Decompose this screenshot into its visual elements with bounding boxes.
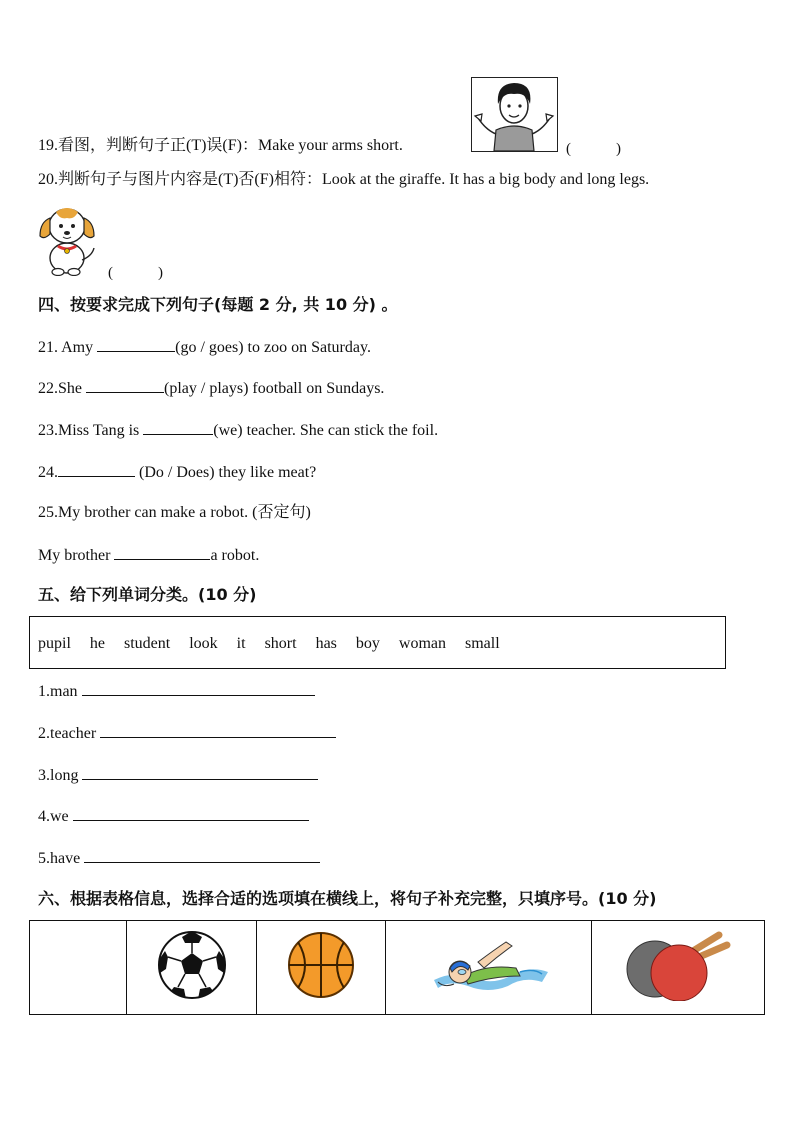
category-have: 5.have [38,848,320,869]
q19-answer-parentheses[interactable]: ( ) [566,141,621,157]
q24-blank[interactable] [58,462,135,477]
q25-blank[interactable] [114,545,210,560]
puppy-icon [34,200,100,276]
category-we: 4.we [38,806,309,827]
ping-pong-icon [623,929,733,1001]
word-small: small [465,635,500,652]
question-23: 23.Miss Tang is (we) teacher. She can stick the foil. [38,422,439,439]
swimmer-icon [424,932,554,998]
word-short: short [264,635,297,652]
basketball-icon [286,930,356,1000]
section-4-heading: 四、按要求完成下列句子(每题 2 分, 共 10 分) 。 [38,295,398,314]
soccer-ball-icon [156,929,228,1001]
q19-text: 19.看图，判断句子正(T)误(F)：Make your arms short. [38,137,403,154]
category-man-blank[interactable] [82,681,315,696]
word-has: has [315,635,337,652]
category-teacher: 2.teacher [38,723,336,744]
table-row [30,921,765,1015]
category-man: 1.man [38,681,315,702]
question-19 [38,136,403,156]
word-bank [38,634,515,654]
word-student: student [124,635,171,652]
q23-blank[interactable] [143,420,213,435]
q21-blank[interactable] [97,337,175,352]
table-cell-basketball [257,921,386,1015]
shrugging-boy-icon [472,78,557,151]
question-25: 25.My brother can make a robot. (否定句) [38,504,311,521]
question-21: 21. Amy (go / goes) to zoo on Saturday. [38,339,371,356]
table-cell-soccer [127,921,257,1015]
category-we-blank[interactable] [73,806,309,821]
category-long-blank[interactable] [82,765,318,780]
question-24: 24. (Do / Does) they like meat? [38,464,317,481]
q20-text: 20.判断句子与图片内容是(T)否(F)相符：Look at the giraffe. It has a big body and long legs. [38,171,650,188]
section-5-heading: 五、给下列单词分类。(10 分) [38,585,257,604]
q22-blank[interactable] [86,378,164,393]
question-22: 22.She (play / plays) football on Sundays. [38,380,385,397]
section-6-heading: 六、根据表格信息，选择合适的选项填在横线上，将句子补充完整，只填序号。(10 分) [38,889,657,908]
category-long: 3.long [38,765,318,786]
question-25-answer: My brother a robot. [38,547,260,564]
sports-table [29,920,765,1015]
table-cell-ping-pong [592,921,765,1015]
word-it: it [236,635,246,652]
word-pupil: pupil [38,635,71,652]
word-look: look [189,635,218,652]
word-he: he [89,635,105,652]
q20-answer-parentheses[interactable]: ( ) [108,265,163,281]
table-cell-swimming [386,921,592,1015]
word-woman: woman [398,635,446,652]
table-cell-empty [30,921,127,1015]
category-teacher-blank[interactable] [100,723,336,738]
question-20 [38,170,649,190]
word-boy: boy [355,635,380,652]
category-have-blank[interactable] [84,848,320,863]
q19-picture-frame [471,77,558,152]
word-bank-box [29,616,726,669]
